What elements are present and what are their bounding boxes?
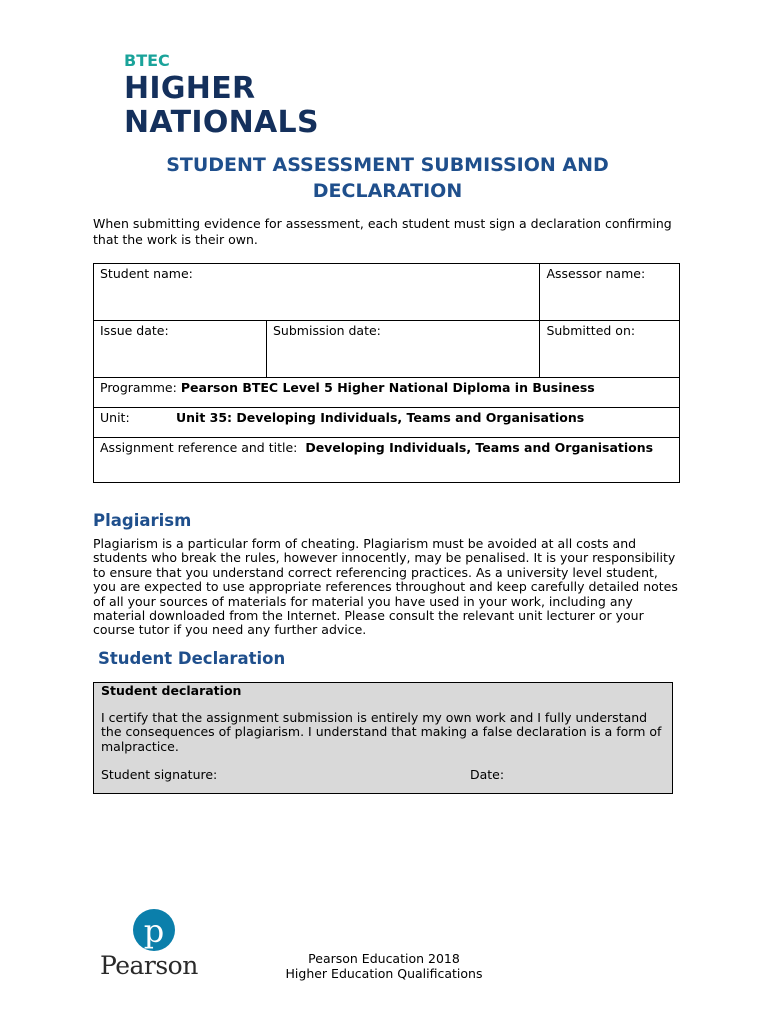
intro-text: When submitting evidence for assessment, each student must sign a declaration confirming that the work is their own. (93, 216, 672, 247)
student-name-label: Student name: (100, 266, 193, 281)
issue-date-label: Issue date: (100, 323, 169, 338)
svg-text:p: p (143, 912, 165, 950)
declaration-text: I certify that the assignment submission is entirely my own work and I fully understand the consequences of plagiarism. I understand that making a false declaration is a form of malpractice. (101, 710, 662, 754)
assignment-value: Developing Individuals, Teams and Organisations (305, 440, 654, 455)
footer (270, 951, 498, 981)
assessor-name-field[interactable] (540, 264, 680, 321)
issue-date-field[interactable] (94, 321, 267, 378)
submission-date-field[interactable] (267, 321, 540, 378)
submitted-on-label: Submitted on: (546, 323, 636, 338)
student-name-field[interactable] (94, 264, 540, 321)
page-title: STUDENT ASSESSMENT SUBMISSION AND DECLARATION (166, 154, 609, 202)
btec-logo (124, 50, 319, 140)
submitted-on-field[interactable] (540, 321, 680, 378)
logo-line-2: NATIONALS (124, 105, 319, 140)
student-signature-field[interactable]: Student signature: (101, 767, 218, 783)
declaration-box-title: Student declaration (101, 683, 242, 698)
pearson-wordmark: Pearson (100, 951, 198, 980)
programme-label: Programme: (100, 380, 177, 395)
assessor-name-label: Assessor name: (546, 266, 646, 281)
signature-row (101, 767, 665, 783)
programme-row (94, 378, 680, 408)
footer-line-1: Pearson Education 2018 (308, 951, 460, 966)
plagiarism-heading: Plagiarism (93, 511, 192, 530)
unit-row (94, 408, 680, 438)
assignment-row (94, 438, 680, 483)
declaration-heading: Student Declaration (98, 649, 286, 668)
footer-line-2: Higher Education Qualifications (285, 966, 483, 981)
submission-form (93, 263, 680, 483)
unit-label: Unit: (100, 410, 130, 425)
signature-date-field[interactable]: Date: (470, 767, 505, 783)
logo-brand: BTEC (124, 51, 170, 70)
logo-line-1: HIGHER (124, 71, 256, 106)
plagiarism-text: Plagiarism is a particular form of cheating. Plagiarism must be avoided at all costs and students who break the rules, however innocently, may be penalised. It is your responsibility to ensure that you understand correct referencing practices. As a university level student, you are expected to use appropriate references throughout and keep carefully detailed notes of all your sources of materials for material you have used in your work, including any material downloaded from the Internet. Please consult the relevant unit lecturer or your course tutor if you need any further advice. (93, 536, 678, 638)
programme-value: Pearson BTEC Level 5 Higher National Diploma in Business (180, 380, 595, 395)
submission-date-label: Submission date: (273, 323, 381, 338)
unit-value: Unit 35: Developing Individuals, Teams and Organisations (176, 410, 585, 425)
assignment-label: Assignment reference and title: (100, 440, 298, 455)
declaration-box (93, 682, 673, 794)
